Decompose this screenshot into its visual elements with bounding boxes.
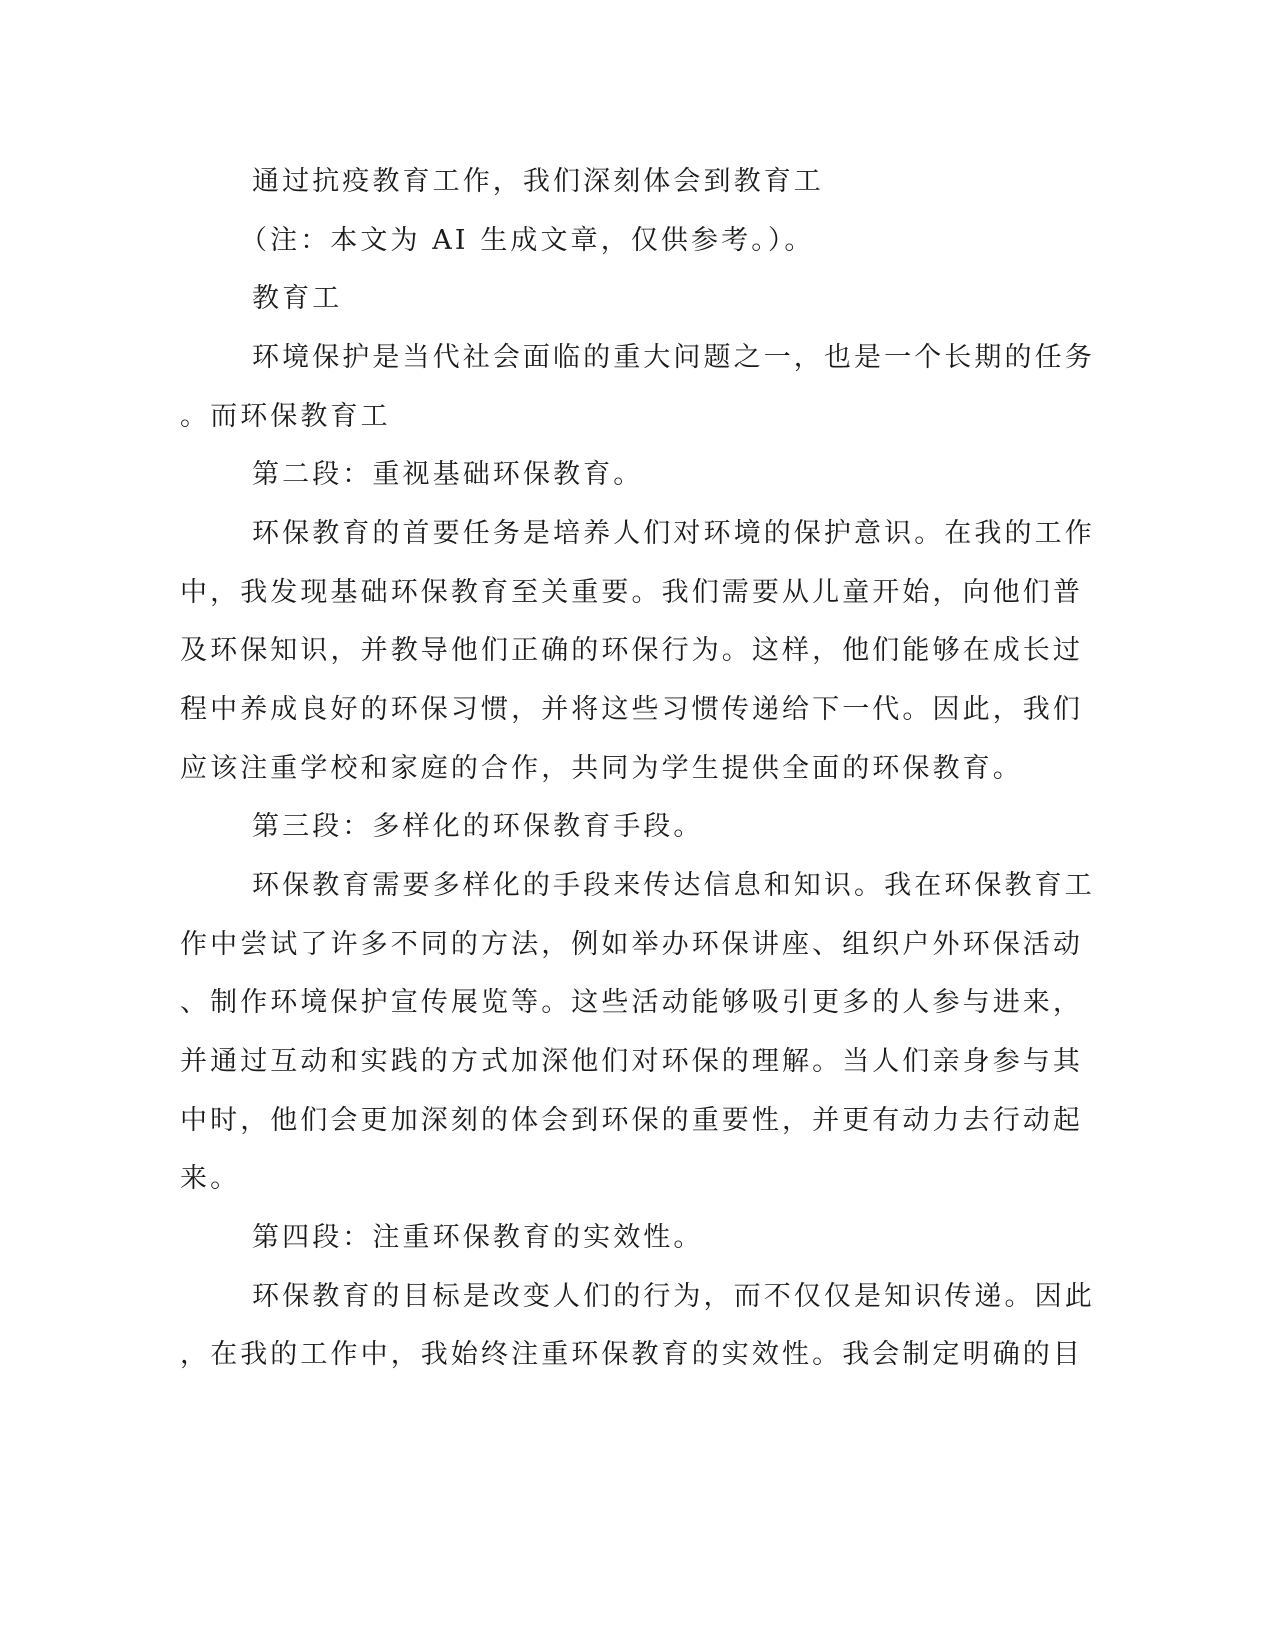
section-heading: 第三段：多样化的环保教育手段。 xyxy=(252,811,704,842)
text-line: 。而环保教育工 xyxy=(180,401,391,432)
text-line: 来。 xyxy=(180,1163,241,1194)
text-line: 程中养成良好的环保习惯，并将这些习惯传递给下一代。因此，我们 xyxy=(180,694,1083,725)
text-line: 环保教育需要多样化的手段来传达信息和知识。我在环保教育工 xyxy=(252,870,1095,901)
text-line: 环保教育的首要任务是培养人们对环境的保护意识。在我的工作 xyxy=(252,518,1095,549)
text-line: （注：本文为 AI 生成文章，仅供参考。）。 xyxy=(240,225,815,256)
text-line: ，在我的工作中，我始终注重环保教育的实效性。我会制定明确的目 xyxy=(180,1339,1083,1370)
text-line: 并通过互动和实践的方式加深他们对环保的理解。当人们亲身参与其 xyxy=(180,1046,1083,1077)
text-line: 通过抗疫教育工作，我们深刻体会到教育工 xyxy=(252,166,824,197)
text-line: 中时，他们会更加深刻的体会到环保的重要性，并更有动力去行动起 xyxy=(180,1105,1083,1136)
text-line: 中，我发现基础环保教育至关重要。我们需要从儿童开始，向他们普 xyxy=(180,577,1083,608)
text-line: 、制作环境保护宣传展览等。这些活动能够吸引更多的人参与进来， xyxy=(180,987,1083,1018)
section-heading: 第四段：注重环保教育的实效性。 xyxy=(252,1222,704,1253)
text-line: 环境保护是当代社会面临的重大问题之一，也是一个长期的任务 xyxy=(252,342,1095,373)
text-line: 教育工 xyxy=(252,283,343,314)
section-heading: 第二段：重视基础环保教育。 xyxy=(252,459,644,490)
text-line: 及环保知识，并教导他们正确的环保行为。这样，他们能够在成长过 xyxy=(180,635,1083,666)
text-line: 作中尝试了许多不同的方法，例如举办环保讲座、组织户外环保活动 xyxy=(180,929,1083,960)
text-line: 环保教育的目标是改变人们的行为，而不仅仅是知识传递。因此 xyxy=(252,1281,1095,1312)
text-line: 应该注重学校和家庭的合作，共同为学生提供全面的环保教育。 xyxy=(180,753,1023,784)
